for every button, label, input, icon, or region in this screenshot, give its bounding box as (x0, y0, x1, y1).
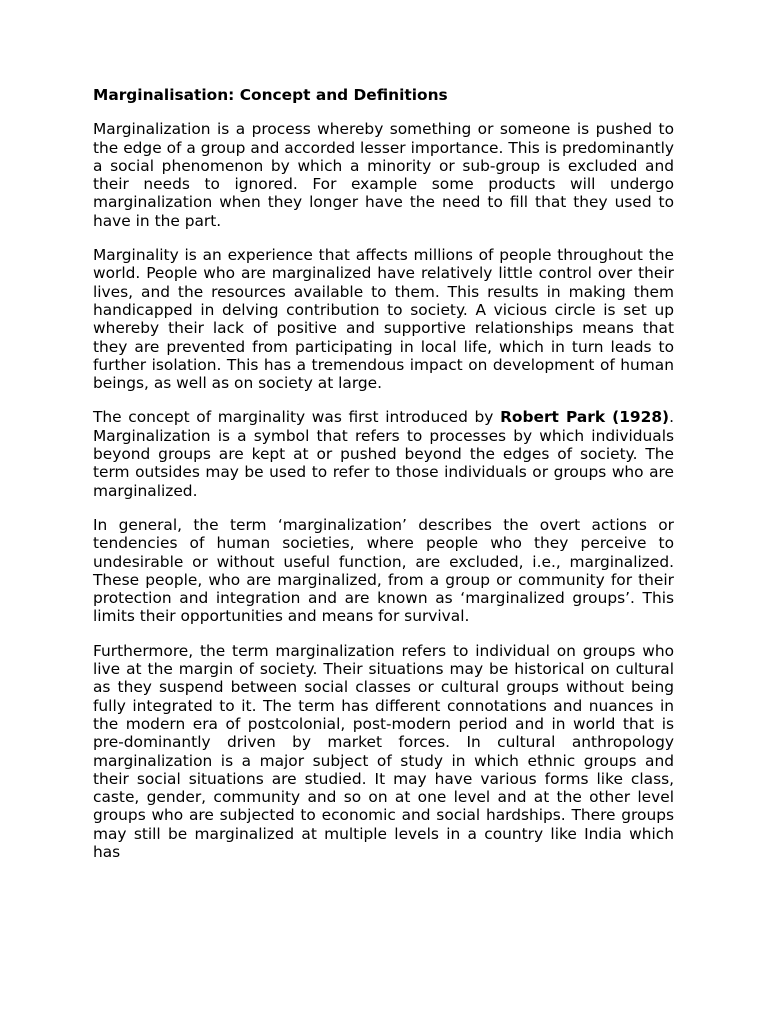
document-page (93, 86, 674, 877)
paragraph-3 (93, 408, 674, 499)
document-title: Marginalisation: Concept and Definitions (93, 86, 448, 104)
paragraph-4: In general, the term ‘marginalization’ describes the overt actions or tendencies of human societies, where people who they perceive to undesirable or without useful function, are excluded, i.e., marginalized. These people, who are marginalized, from a group or community for their protection and integration and are known as ‘marginalized groups’. This limits their opportunities and means for survival. (93, 515, 674, 626)
paragraph-1: Marginalization is a process whereby something or someone is pushed to the edge of a group and accorded lesser importance. This is predominantly a social phenomenon by which a minority or sub-group is excluded and their needs to ignored. For example some products will undergo marginalization when they longer have the need to fill that they used to have in the part. (93, 120, 674, 230)
paragraph-2: Marginality is an experience that affects millions of people throughout the world. People who are marginalized have relatively little control over their lives, and the resources available to them. This results in making them handicapped in delving contribution to society. A vicious circle is set up whereby their lack of positive and supportive relationships means that they are prevented from participating in local life, which in turn leads to further isolation. This has a tremendous impact on development of human beings, as well as on society at large. (93, 246, 674, 393)
paragraph-3-rest: . Marginalization is a symbol that refers to processes by which individuals beyond groups are kept at or pushed beyond the edges of society. The term outsides may be used to refer to those individuals or groups who are marginalized. (93, 408, 674, 500)
author-citation: Robert Park (1928) (500, 408, 670, 427)
paragraph-3-lead: The concept of marginality was first introduced by (93, 408, 501, 427)
paragraph-5: Furthermore, the term marginalization refers to individual on groups who live at the margin of society. Their situations may be historical on cultural as they suspend between social classes or cultural groups without being fully integrated to it. The term has different connotations and nuances in the modern era of postcolonial, post-modern period and in world that is pre-dominantly driven by market forces. In cultural anthropology marginalization is a major subject of study in which ethnic groups and their social situations are studied. It may have various forms like class, caste, gender, community and so on at one level and at the other level groups who are subjected to economic and social hardships. There groups may still be marginalized at multiple levels in a country like India which has (93, 641, 674, 861)
